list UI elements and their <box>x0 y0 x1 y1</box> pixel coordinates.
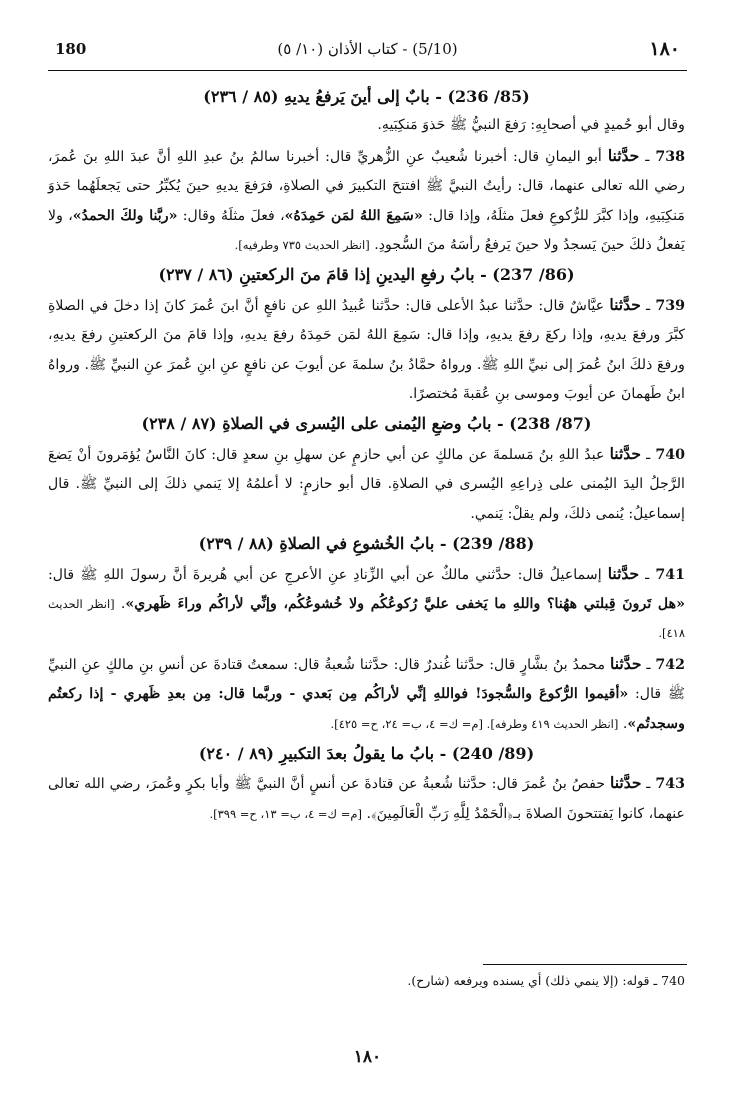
chapter-heading-85: (85/ 236) - بابٌ إلى أينَ يَرفعُ يديهِ (٨٥ / ٢٣٦) <box>203 87 530 106</box>
hadith-quote: «سَمِعَ اللهُ لمَن حَمِدَهُ» <box>284 207 423 224</box>
cross-reference: [انظر الحديث ٤١٨]. <box>48 596 685 641</box>
hadith-number: 740 <box>655 446 685 463</box>
cross-reference: [م= ك= ٤، ب= ١٣، ح= ٣٩٩]. <box>209 806 362 821</box>
chapter-heading-89: (89/ 240) - بابُ ما يقولُ بعدَ التكبيرِ (٨٩ / ٢٤٠) <box>198 743 535 763</box>
hadith-number: 741 <box>655 566 686 583</box>
hadith-739: 739 ـ حدَّثنا عيَّاشٌ قال: حدَّثنا عبدُ الأعلى قال: حدَّثنا عُبيدُ اللهِ عن نافعٍ أنَّ ابنَ عُمرَ كانَ إذا دخلَ في الصلاةِ كبَّرَ ورفعَ يديهِ، وإذا ركعَ رفعَ يديهِ، وإذا قال: سَمِعَ اللهُ لمَن حَمِدَهُ رفعَ يديهِ، وإذا قامَ منَ الركعتينِ رفعَ يديهِ، ورفعَ ذلكَ ابنُ عُمرَ إلى نبيِّ اللهِ ﷺ. ورواهُ حمَّادُ بنُ سلمةَ عن أيوبَ عن نافعٍ عنِ ابنِ عُمرَ عنِ النبيِّ ﷺ. ورواهُ ابنُ طَهمانَ عن أيوبَ وموسى بنِ عُقبةَ مُختصرًا. <box>48 294 685 403</box>
hadith-opener: حدَّثنا <box>609 294 641 314</box>
hadith-number: 739 <box>655 297 685 314</box>
hadith-number: 742 <box>655 656 686 673</box>
hadith-text: محمدُ بنُ بشَّارٍ قال: حدَّثنا غُندرٌ قال: حدَّثنا شُعبةُ قال: سمعتُ قتادةَ عن أنسِ بنِ مالكٍ عنِ النبيِّ ﷺ قال: <box>48 656 686 703</box>
hadith-text: حفصُ بنُ عُمرَ قال: حدَّثنا شُعبةُ عن قتادةَ عن أنسٍ أنَّ النبيَّ ﷺ وأبا بكرٍ وعُمرَ، رضي الله تعالى عنهما، كانوا يَفتتحونَ الصلاةَ بـ﴿الْحَمْدُ لِلَّهِ رَبِّ الْعَالَمِينَ﴾. <box>48 776 685 822</box>
hadith-opener: حدَّثنا <box>609 443 642 463</box>
cross-reference: [انظر الحديث ٧٣٥ وطرفيه]. <box>234 238 370 253</box>
main-text <box>48 82 685 829</box>
chapter-heading-87: (87/ 238) - بابُ وضعِ اليُمنى على اليُسرى في الصلاةِ (٨٧ / ٢٣٨) <box>141 414 592 434</box>
hadith-text: إسماعيلُ قال: حدَّثني مالكٌ عن أبي الزِّنادِ عنِ الأعرجِ عن أبي هُريرةَ أنَّ رسولَ اللهِ ﷺ قال: <box>48 566 602 583</box>
hadith-opener: حدَّثنا <box>607 145 640 165</box>
chapter-heading-88: (88/ 239) - بابُ الخُشوعِ في الصلاةِ (٨٨ / ٢٣٩) <box>198 534 535 554</box>
hadith-text: عيَّاشٌ قال: حدَّثنا عبدُ الأعلى قال: حدَّثنا عُبيدُ اللهِ عن نافعٍ أنَّ ابنَ عُمرَ كانَ إذا دخلَ في الصلاةِ كبَّرَ ورفعَ يديهِ، وإذا ركعَ رفعَ يديهِ، وإذا قال: سَمِعَ اللهُ لمَن حَمِدَهُ رفعَ يديهِ، وإذا قامَ منَ الركعتينِ رفعَ يديهِ، ورفعَ ذلكَ ابنُ عُمرَ إلى نبيِّ اللهِ ﷺ. ورواهُ حمَّادُ بنُ سلمةَ عن أيوبَ عن نافعٍ عنِ ابنِ عُمرَ عنِ النبيِّ ﷺ. ورواهُ ابنُ طَهمانَ عن أيوبَ وموسى بنِ عُقبةَ مُختصرًا. <box>48 297 685 403</box>
hadith-opener: حدَّثنا <box>607 563 640 583</box>
paragraph: وقال أبو حُميدٍ في أصحابِهِ: رَفعَ النبيُّ ﷺ حَذوَ مَنكِبَيهِ. <box>377 117 685 134</box>
footnote-rule <box>483 964 687 965</box>
hadith-number: 738 <box>655 148 685 165</box>
hadith-743: 743 ـ حدَّثنا حفصُ بنُ عُمرَ قال: حدَّثنا شُعبةُ عن قتادةَ عن أنسٍ أنَّ النبيَّ ﷺ وأبا بكرٍ وعُمرَ، رضي الله تعالى عنهما، كانوا يَفتتحونَ الصلاةَ بـ﴿الْحَمْدُ لِلَّهِ رَبِّ الْعَالَمِينَ﴾. [م= ك= ٤، ب= ١٣، ح= ٣٩٩]. <box>48 773 685 822</box>
hadith-text: عبدُ اللهِ بنُ مَسلمةَ عن مالكٍ عن أبي حازمٍ عن سهلِ بنِ سعدٍ قال: كانَ النَّاسُ يُؤمَرونَ أنْ يَضعَ الرَّجلُ اليدَ اليُمنى على ذِراعِهِ اليُسرى في الصلاةِ. قال أبو حازمٍ: لا أعلمُهُ إلا يَنمي ذلكَ إلى النبيِّ ﷺ. قال إسماعيلُ: يُنمى ذلكَ، ولم يقلْ: يَنمي. <box>48 446 685 522</box>
hadith-number: 743 <box>655 776 685 793</box>
hadith-text: . <box>120 595 126 612</box>
hadith-738: 738 ـ حدَّثنا أبو اليمانِ قال: أخبرنا شُعيبٌ عنِ الزُّهريِّ قال: أخبرنا سالمُ بنُ عبدِ اللهِ أنَّ عبدَ اللهِ بنَ عُمرَ، رضي الله تعالى عنهما، قال: رأيتُ النبيَّ ﷺ افتتحَ التكبيرَ في الصلاةِ، فرَفعَ يديهِ حينَ يُكبِّرُ حتى يَجعلَهُما حَذوَ مَنكِبَيهِ، وإذا كبَّرَ للرُّكوعِ فعلَ مثلَهُ، وإذا قال: «سَمِعَ اللهُ لمَن حَمِدَهُ»، فعلَ مثلَهُ وقال: «ربَّنا ولكَ الحمدُ»، ولا يَفعلُ ذلكَ حينَ يَسجدُ ولا حينَ يَرفعُ رأسَهُ منَ السُّجودِ. [انظر الحديث ٧٣٥ وطرفيه]. <box>48 145 685 254</box>
hadith-quote: «ربَّنا ولكَ الحمدُ» <box>72 207 178 224</box>
hadith-text: . <box>622 715 628 732</box>
hadith-text: ، فعلَ مثلَهُ وقال: <box>182 207 285 224</box>
hadith-text: ، ولا يَفعلُ ذلكَ حينَ يَسجدُ ولا حينَ يَرفعُ رأسَهُ منَ السُّجودِ. <box>48 207 685 254</box>
hadith-text: أبو اليمانِ قال: أخبرنا شُعيبٌ عنِ الزُّهريِّ قال: أخبرنا سالمُ بنُ عبدِ اللهِ أنَّ عبدَ اللهِ بنَ عُمرَ، رضي الله تعالى عنهما، قال: رأيتُ النبيَّ ﷺ افتتحَ التكبيرَ في الصلاةِ، فرَفعَ يديهِ حينَ يُكبِّرُ حتى يَجعلَهُما حَذوَ مَنكِبَيهِ، وإذا كبَّرَ للرُّكوعِ فعلَ مثلَهُ، وإذا قال: <box>48 148 685 224</box>
header-title: (5/10) - كتاب الأذان (١٠/ ٥) <box>277 40 458 58</box>
cross-reference: [انظر الحديث ٤١٩ وطرفه]. [م= ك= ٤، ب= ٢٤، ح= ٤٢٥]. <box>330 716 619 731</box>
hadith-opener: حدَّثنا <box>609 773 642 793</box>
footnote: 740 ـ قوله: (إلا ينمي ذلك) أي يسنده ويرفعه (شارح). <box>407 973 685 988</box>
hadith-opener: حدَّثنا <box>609 653 642 673</box>
header-rule <box>48 70 687 71</box>
hadith-740: 740 ـ حدَّثنا عبدُ اللهِ بنُ مَسلمةَ عن مالكٍ عن أبي حازمٍ عن سهلِ بنِ سعدٍ قال: كانَ النَّاسُ يُؤمَرونَ أنْ يَضعَ الرَّجلُ اليدَ اليُمنى على ذِراعِهِ اليُسرى في الصلاةِ. قال أبو حازمٍ: لا أعلمُهُ إلا يَنمي ذلكَ إلى النبيِّ ﷺ. قال إسماعيلُ: يُنمى ذلكَ، ولم يقلْ: يَنمي. <box>48 443 685 522</box>
hadith-742: 742 ـ حدَّثنا محمدُ بنُ بشَّارٍ قال: حدَّثنا غُندرٌ قال: حدَّثنا شُعبةُ قال: سمعتُ قتادةَ عن أنسِ بنِ مالكٍ عنِ النبيِّ ﷺ قال: «أقيموا الرُّكوعَ والسُّجودَ! فواللهِ إنِّي لأراكُم مِن بَعدي - وربَّما قال: مِن بعدِ ظَهري - إذا ركعتُم وسجدتُم». [انظر الحديث ٤١٩ وطرفه]. [م= ك= ٤، ب= ٢٤، ح= ٤٢٥]. <box>48 653 686 732</box>
hadith-741: 741 ـ حدَّثنا إسماعيلُ قال: حدَّثني مالكٌ عن أبي الزِّنادِ عنِ الأعرجِ عن أبي هُريرةَ أنَّ رسولَ اللهِ ﷺ قال: «هل تَرونَ قِبلتي ههُنا؟ واللهِ ما يَخفى عليَّ رُكوعُكُم ولا خُشوعُكُم، وإنِّي لأراكُم وراءَ ظَهري». [انظر الحديث ٤١٨]. <box>48 563 686 641</box>
header-page-number-arabic: ١٨٠ <box>649 38 680 60</box>
header-page-number-latin: 180 <box>55 40 87 58</box>
chapter-heading-86: (86/ 237) - بابُ رفعِ اليدينِ إذا قامَ منَ الركعتينِ (٨٦ / ٢٣٧) <box>158 265 575 285</box>
hadith-quote: «أقيموا الرُّكوعَ والسُّجودَ! فواللهِ إنِّي لأراكُم مِن بَعدي - وربَّما قال: مِن بعدِ ظَهري - إذا ركعتُم وسجدتُم» <box>48 686 685 732</box>
running-header <box>55 34 680 68</box>
footer-page-number: ١٨٠ <box>353 1047 382 1067</box>
hadith-quote: «هل تَرونَ قِبلتي ههُنا؟ واللهِ ما يَخفى عليَّ رُكوعُكُم ولا خُشوعُكُم، وإنِّي لأراكُم وراءَ ظَهري» <box>125 595 686 612</box>
